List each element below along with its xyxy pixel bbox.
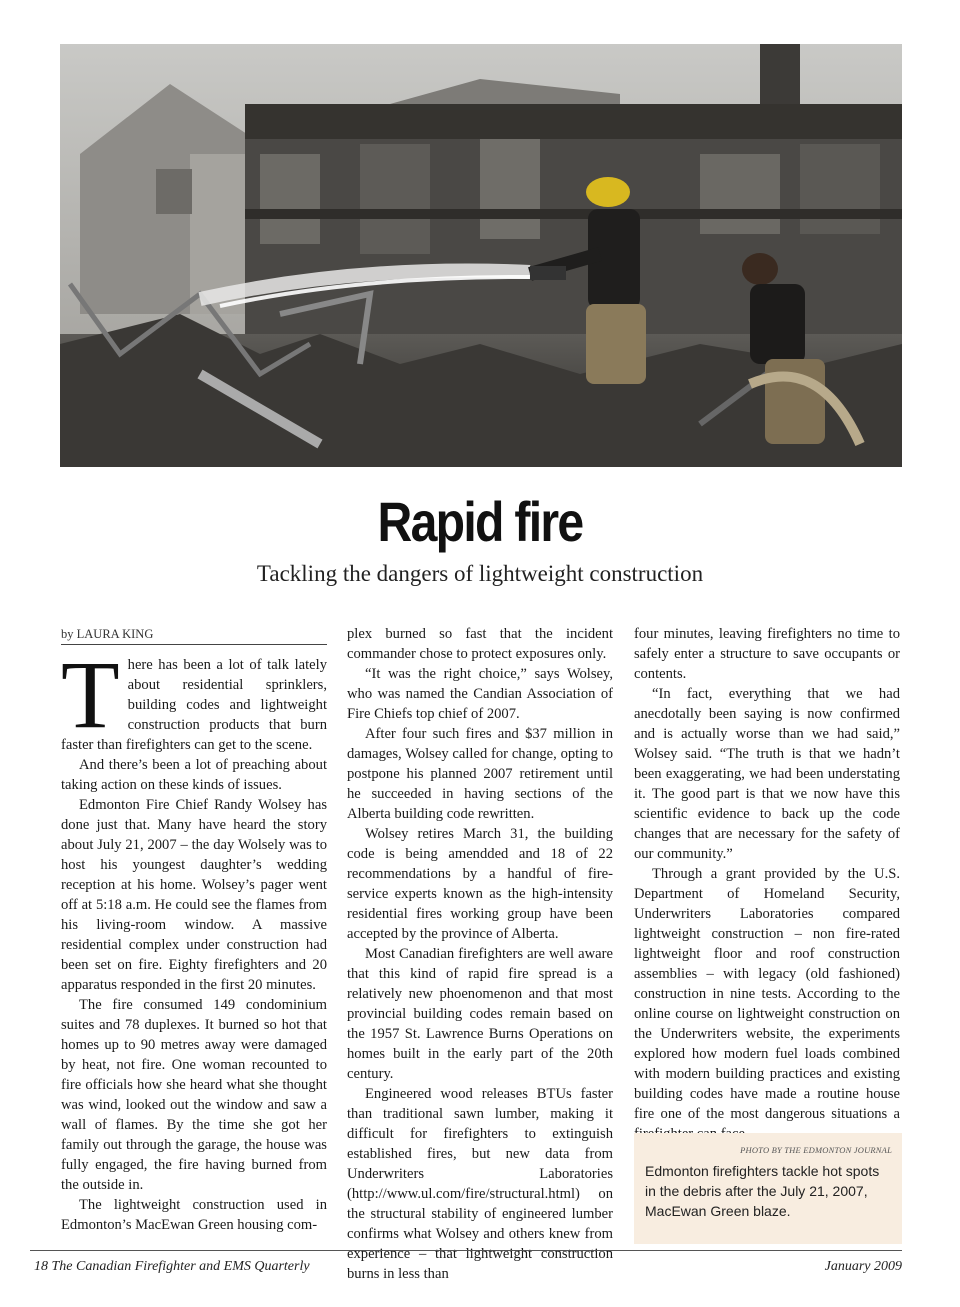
article-photo	[60, 44, 902, 467]
paragraph: The fire consumed 149 condominium suites and 78 duplexes. It burned so hot that homes up to 90 metres away were damaged by heat, not fire. One woman recounted to fire officials how she heard what she thought was wind, looked out the window and saw a wall of flames. By the time she got her family out through the garage, the house was fully engaged, the fire having burned from the outside in.	[61, 997, 327, 1193]
helmet-icon	[586, 177, 630, 207]
paragraph: “It was the right choice,” says Wolsey, who was named the Candian Association of Fire Chiefs top chief of 2007.	[347, 666, 613, 722]
article-column-2	[347, 624, 613, 1284]
footer-publication: 18 The Canadian Firefighter and EMS Quarterly	[34, 1259, 310, 1274]
paragraph: And there’s been a lot of preaching about taking action on these kinds of issues.	[61, 757, 327, 793]
paragraph: here has been a lot of talk lately about residential sprinklers, building codes and lightweight construction products that burn faster than firefighters can get to the scene.	[61, 657, 327, 753]
paragraph: Most Canadian firefighters are well aware that this kind of rapid fire spread is a relatively new phoenomenon and that most provincial building codes remain based on the 1957 St. Lawrence Burns Operations on homes built in the early part of the 20th century.	[347, 946, 613, 1082]
footer-date: January 2009	[824, 1259, 902, 1274]
photo-caption: Edmonton firefighters tackle hot spots in the debris after the July 21, 2007, MacEwan Green blaze.	[645, 1163, 880, 1219]
drop-cap: T	[61, 641, 120, 748]
article-title: Rapid fire	[377, 490, 583, 553]
firefighters-photo-illustration	[60, 44, 902, 467]
footer-divider	[30, 1250, 902, 1251]
paragraph: The lightweight construction used in Edmonton’s MacEwan Green housing com-	[61, 1197, 327, 1233]
paragraph: four minutes, leaving firefighters no time to safely enter a structure to save occupants or contents.	[634, 626, 900, 682]
paragraph: “In fact, everything that we had anecdotally been saying is now confirmed and is actually worse than we had said,” Wolsey said. “The truth is that we hadn’t been exaggerating, we had been understating it. The good part is that we now have this scientific evidence to back up the code changes that are necessary for the safety of our community.”	[634, 686, 900, 862]
photo-caption-box	[634, 1133, 902, 1244]
paragraph: After four such fires and $37 million in damages, Wolsey called for change, opting to postpone his planned 2007 retirement until he succeeded in having sections of the Alberta building code rewritten.	[347, 726, 613, 822]
paragraph: Edmonton Fire Chief Randy Wolsey has done just that. Many have heard the story about July 21, 2007 – the day Wolsely was to host his youngest daughter’s wedding reception at his home. Wolsey’s pager went off at 5:18 a.m. He could see the flames from his living-room window. A massive residential complex under construction had been set on fire. Eighty firefighters and 20 apparatus responded in the first 20 minutes.	[61, 797, 327, 993]
article-column-1	[61, 624, 327, 1235]
photo-credit: PHOTO BY THE EDMONTON JOURNAL	[740, 1145, 892, 1155]
article-column-3	[634, 624, 900, 1144]
paragraph: plex burned so fast that the incident commander chose to protect exposures only.	[347, 626, 613, 662]
paragraph: Engineered wood releases BTUs faster than traditional sawn lumber, making it difficult for firefighters to extinguish established fires, but new data from Underwriters Laboratories (http://www.ul.com/fire/structural.html) on the structural stability of engineered lumber confirms what Wolsey and others knew from experience – that lightweight construction burns in less than	[347, 1086, 613, 1282]
paragraph: Through a grant provided by the U.S. Department of Homeland Security, Underwriters Laboratories compared lightweight construction – non fire-rated lightweight floor and roof construction assemblies – with legacy (old fashioned) construction in nine tests. According to the online course on lightweight construction on the Underwriters website, the experiments explored how modern fuel loads combined with modern building practices and existing building codes have made a routine house fire one of the most dangerous situations a	[634, 866, 900, 1122]
paragraph: Wolsey retires March 31, the building code is being amendded and 18 of 22 recommendations by a handful of fire-service experts known as the high-intensity residential fires working group have been accepted by the province of Alberta.	[347, 826, 613, 942]
byline: by LAURA KING	[61, 624, 327, 645]
article-subtitle: Tackling the dangers of lightweight construction	[256, 561, 704, 586]
